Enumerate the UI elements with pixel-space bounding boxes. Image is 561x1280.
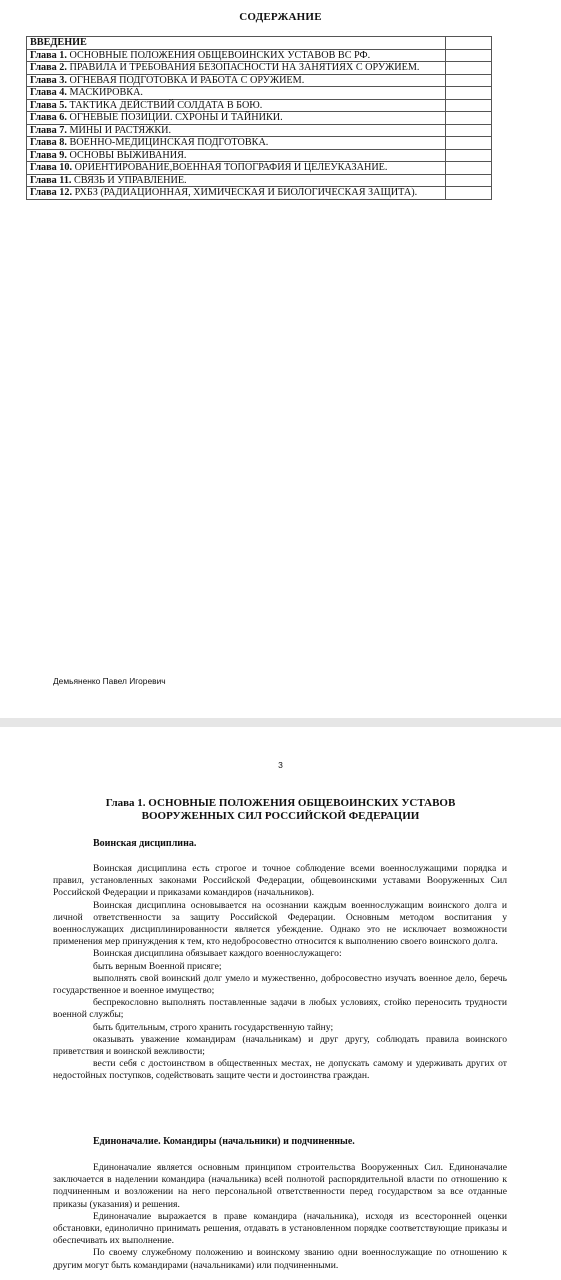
toc-entry-label: Глава 12. <box>30 187 73 198</box>
toc-row <box>27 174 492 187</box>
section-body-discipline <box>53 863 507 1083</box>
toc-entry-text: РХБЗ (РАДИАЦИОННАЯ, ХИМИЧЕСКАЯ И БИОЛОГИЧЕСКАЯ ЗАЩИТА). <box>74 187 418 198</box>
page-2 <box>0 727 561 1280</box>
toc-row <box>27 62 492 75</box>
toc-page-cell <box>446 112 492 125</box>
paragraph: вести себя с достоинством в общественных местах, не допускать самому и удерживать других от недостойных поступков, содействовать защите чести и достоинства граждан. <box>53 1058 507 1082</box>
paragraph: По своему служебному положению и воинскому званию одни военнослужащие по отношению к другим могут быть командирами (начальниками) или подчиненными. <box>53 1247 507 1271</box>
toc-page-cell <box>446 87 492 100</box>
toc-page-cell <box>446 162 492 175</box>
toc-entry <box>27 74 446 87</box>
toc-entry-label: Глава 4. <box>30 87 67 98</box>
toc-entry <box>27 124 446 137</box>
toc-entry <box>27 37 446 50</box>
paragraph: Единоначалие является основным принципом строительства Вооруженных Сил. Единоначалие заключается в наделении командира (начальника) всей полнотой распорядительной власти по отношению к подчиненным и возложении на него персональной ответственности перед государством за все отданные приказы (указания) и решения. <box>53 1162 507 1210</box>
toc-entry-label: Глава 5. <box>30 99 67 111</box>
toc-entry-label: Глава 7. <box>30 124 67 136</box>
toc-entry-text: МАСКИРОВКА. <box>69 87 143 98</box>
toc-entry-label: Глава 2. <box>30 62 67 73</box>
author-name: Демьяненко Павел Игоревич <box>53 676 166 686</box>
paragraph: Воинская дисциплина обязывает каждого военнослужащего: <box>93 948 342 960</box>
toc-entry-label: Глава 11. <box>30 174 72 186</box>
paragraph: выполнять свой воинский долг умело и мужественно, добросовестно изучать военное дело, беречь государственное и военное имущество; <box>53 972 507 997</box>
toc-entry-label: Глава 3. <box>30 74 67 86</box>
toc-page-cell <box>446 99 492 112</box>
toc-page-cell <box>446 37 492 50</box>
toc-entry-text: ПРАВИЛА И ТРЕБОВАНИЯ БЕЗОПАСНОСТИ НА ЗАНЯТИЯХ С ОРУЖИЕМ. <box>69 62 420 73</box>
chapter-title-line-1: Глава 1. ОСНОВНЫЕ ПОЛОЖЕНИЯ ОБЩЕВОИНСКИХ УСТАВОВ <box>105 797 456 809</box>
toc-entry <box>27 87 446 100</box>
paragraph: быть бдительным, строго хранить государственную тайну; <box>93 1021 334 1033</box>
toc-entry-label: Глава 9. <box>30 149 67 161</box>
toc-entry-text: ОГНЕВЫЕ ПОЗИЦИИ. СХРОНЫ И ТАЙНИКИ. <box>69 112 283 123</box>
paragraph: Воинская дисциплина есть строгое и точное соблюдение всеми военнослужащими порядка и правил, установленных законами Российской Федерации, общевоинскими уставами Вооруженных Сил Российской Федерации и приказами командиров (начальников). <box>53 863 507 899</box>
page-number: 3 <box>278 760 283 770</box>
toc-entry-label: Глава 8. <box>30 137 67 148</box>
toc-page-cell <box>446 137 492 150</box>
section-title-discipline: Воинская дисциплина. <box>93 838 197 849</box>
toc-entry-label: Глава 6. <box>30 112 67 123</box>
toc-entry <box>27 187 446 200</box>
toc-entry <box>27 174 446 187</box>
chapter-title <box>0 797 561 823</box>
toc-entry-label: Глава 10. <box>30 162 73 173</box>
toc-row <box>27 162 492 175</box>
toc-row <box>27 37 492 50</box>
toc-page-cell <box>446 124 492 137</box>
toc-entry <box>27 99 446 112</box>
toc-entry-label: Глава 1. <box>30 49 67 61</box>
chapter-title-line-2: ВООРУЖЕННЫХ СИЛ РОССИЙСКОЙ ФЕДЕРАЦИИ <box>141 810 420 822</box>
toc-entry-label: ВВЕДЕНИЕ <box>30 37 87 48</box>
toc-row <box>27 74 492 87</box>
toc-page-cell <box>446 49 492 62</box>
toc-entry <box>27 149 446 162</box>
paragraph: быть верным Военной присяге; <box>93 960 222 972</box>
toc-entry-text: ТАКТИКА ДЕЙСТВИЙ СОЛДАТА В БОЮ. <box>69 99 263 111</box>
toc-page-cell <box>446 187 492 200</box>
toc-entry-text: ОРИЕНТИРОВАНИЕ,ВОЕННАЯ ТОПОГРАФИЯ И ЦЕЛЕУКАЗАНИЕ. <box>74 162 388 173</box>
toc-page-cell <box>446 62 492 75</box>
paragraph: Воинская дисциплина основывается на осознании каждым военнослужащим воинского долга и личной ответственности за защиту Российской Федерации. Основным методом воспитания у военнослужащих дисциплинированности является убеждение. Однако это не исключает возможности применения мер принуждения к тем, кто недобросовестно относится к выполнению своего воинского долга. <box>53 899 507 948</box>
toc-entry <box>27 162 446 175</box>
toc-table <box>26 36 492 200</box>
toc-entry <box>27 112 446 125</box>
toc-row <box>27 87 492 100</box>
toc-entry-text: ОСНОВНЫЕ ПОЛОЖЕНИЯ ОБЩЕВОИНСКИХ УСТАВОВ ВС РФ. <box>69 49 371 61</box>
toc-row <box>27 99 492 112</box>
toc-page-cell <box>446 149 492 162</box>
toc-page-cell <box>446 74 492 87</box>
toc-title: СОДЕРЖАНИЕ <box>239 11 322 23</box>
toc-entry <box>27 137 446 150</box>
toc-entry-text: ОГНЕВАЯ ПОДГОТОВКА И РАБОТА С ОРУЖИЕМ. <box>69 74 305 86</box>
section-title-command: Единоначалие. Командиры (начальники) и подчиненные. <box>93 1136 355 1147</box>
toc-page-cell <box>446 174 492 187</box>
section-body-command <box>53 1162 507 1272</box>
toc-entry-text: ВОЕННО-МЕДИЦИНСКАЯ ПОДГОТОВКА. <box>69 137 269 148</box>
toc-row <box>27 137 492 150</box>
toc-row <box>27 124 492 137</box>
paragraph: беспрекословно выполнять поставленные задачи в любых условиях, стойко переносить трудности военной службы; <box>53 997 507 1021</box>
paragraph: Единоначалие выражается в праве командира (начальника), исходя из всесторонней оценки обстановки, единолично принимать решения, отдавать в установленном порядке соответствующие приказы и обеспечивать их выполнение. <box>53 1210 507 1247</box>
toc-entry <box>27 62 446 75</box>
paragraph: оказывать уважение командирам (начальникам) и друг другу, соблюдать правила воинского приветствия и воинской вежливости; <box>53 1033 507 1058</box>
toc-entry-text: МИНЫ И РАСТЯЖКИ. <box>69 124 172 136</box>
toc-row <box>27 49 492 62</box>
toc-row <box>27 187 492 200</box>
toc-entry-text: ОСНОВЫ ВЫЖИВАНИЯ. <box>69 149 187 161</box>
toc-row <box>27 149 492 162</box>
toc-row <box>27 112 492 125</box>
toc-entry <box>27 49 446 62</box>
toc-entry-text: СВЯЗЬ И УПРАВЛЕНИЕ. <box>74 174 187 186</box>
